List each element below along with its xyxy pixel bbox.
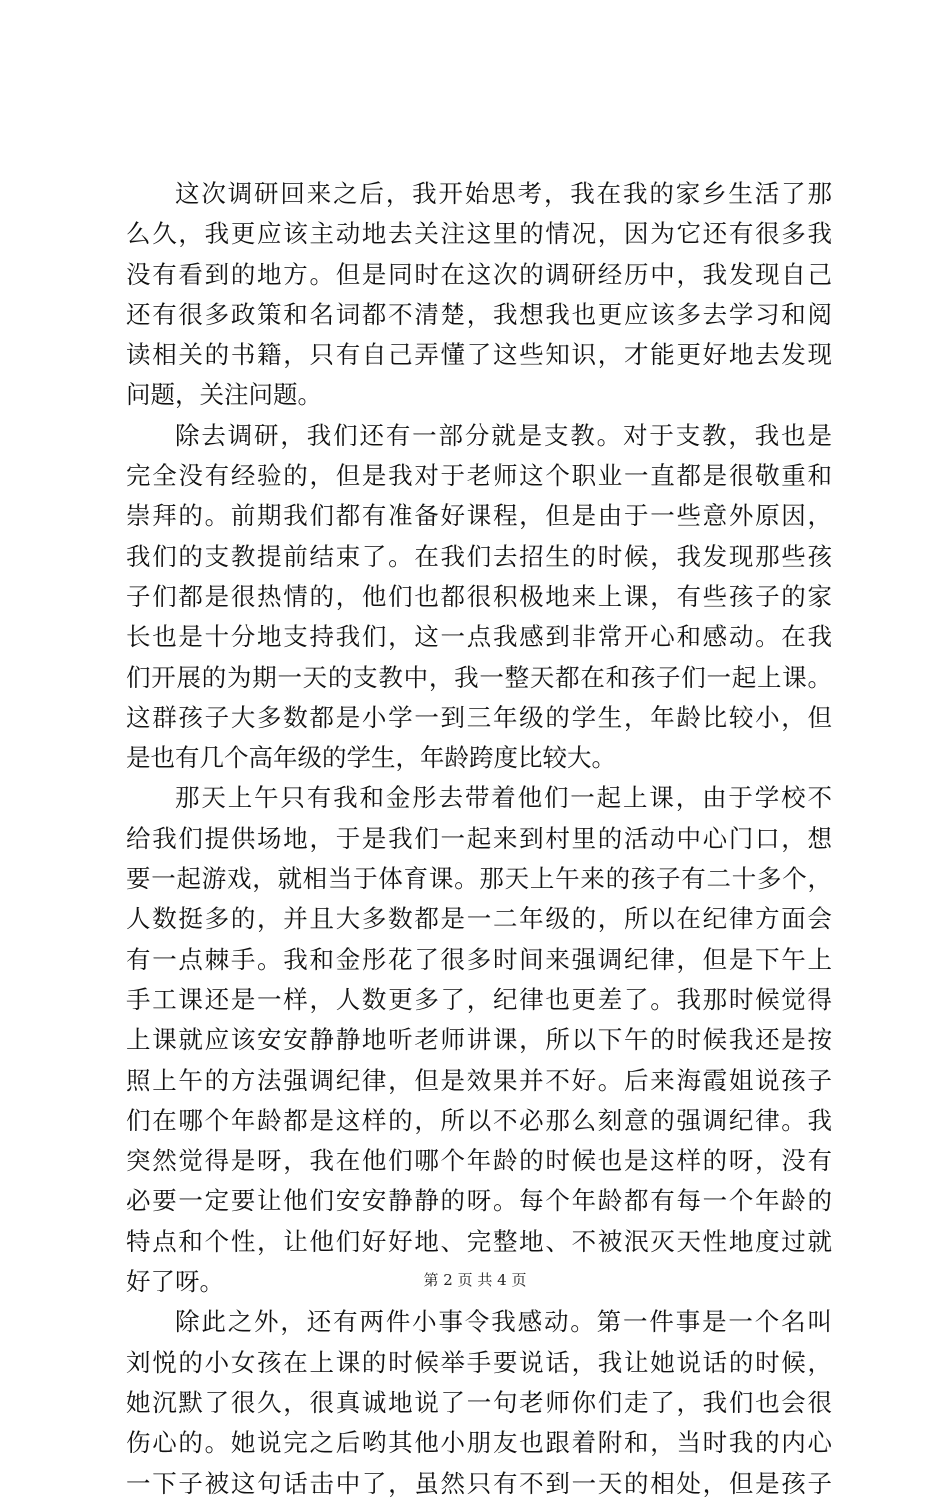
text-line: 这次调研回来之后，我开始思考，我在我的家乡生活了那 — [175, 179, 832, 208]
text-line: 给我们提供场地，于是我们一起来到村里的活动中心门口，想 — [126, 823, 832, 853]
text-line: 突然觉得是呀，我在他们哪个年龄的时候也是这样的呀，没有 — [126, 1146, 832, 1176]
text-line: 要一起游戏，就相当于体育课。那天上午来的孩子有二十多个， — [126, 864, 832, 894]
text-line: 特点和个性，让他们好好地、完整地、不被泯灭天性地度过就 — [126, 1226, 832, 1256]
text-line: 好了呀。 — [126, 1267, 224, 1297]
text-line: 刘悦的小女孩在上课的时候举手要说话，我让她说话的时候， — [126, 1347, 832, 1377]
text-line: 她沉默了很久，很真诚地说了一句老师你们走了，我们也会很 — [126, 1387, 832, 1417]
text-line: 么久，我更应该主动地去关注这里的情况，因为它还有很多我 — [126, 219, 832, 249]
text-line: 有一点棘手。我和金彤花了很多时间来强调纪律，但是下午上 — [126, 944, 832, 974]
text-line: 上课就应该安安静静地听老师讲课，所以下午的时候我还是按 — [126, 1025, 832, 1055]
text-line: 子们都是很热情的，他们也都很积极地来上课，有些孩子的家 — [126, 581, 832, 611]
page-footer: 第 2 页 共 4 页 — [423, 1271, 527, 1289]
text-line: 问题，关注问题。 — [126, 380, 322, 410]
text-line: 那天上午只有我和金彤去带着他们一起上课，由于学校不 — [175, 783, 832, 813]
text-line: 我们的支教提前结束了。在我们去招生的时候，我发现那些孩 — [126, 541, 832, 571]
text-line: 照上午的方法强调纪律，但是效果并不好。后来海霞姐说孩子 — [126, 1065, 832, 1095]
text-line: 还有很多政策和名词都不清楚，我想我也更应该多去学习和阅 — [126, 299, 832, 329]
text-line: 一下子被这句话击中了，虽然只有不到一天的相处，但是孩子 — [126, 1468, 832, 1498]
text-line: 是也有几个高年级的学生，年龄跨度比较大。 — [126, 743, 616, 773]
text-line: 们在哪个年龄都是这样的，所以不必那么刻意的强调纪律。我 — [126, 1105, 832, 1135]
document-body — [126, 174, 832, 1504]
text-line: 完全没有经验的，但是我对于老师这个职业一直都是很敬重和 — [126, 461, 832, 491]
text-line: 除去调研，我们还有一部分就是支教。对于支教，我也是 — [175, 420, 832, 450]
text-line: 手工课还是一样，人数更多了，纪律也更差了。我那时候觉得 — [126, 984, 832, 1014]
text-line: 长也是十分地支持我们，这一点我感到非常开心和感动。在我 — [126, 622, 832, 652]
text-line: 伤心的。她说完之后哟其他小朋友也跟着附和，当时我的内心 — [126, 1428, 832, 1458]
text-line: 读相关的书籍，只有自己弄懂了这些知识，才能更好地去发现 — [126, 340, 832, 370]
text-line: 人数挺多的，并且大多数都是一二年级的，所以在纪律方面会 — [126, 904, 832, 934]
text-line: 没有看到的地方。但是同时在这次的调研经历中，我发现自己 — [126, 259, 832, 289]
text-line: 必要一定要让他们安安静静的呀。每个年龄都有每一个年龄的 — [126, 1186, 832, 1216]
text-line: 崇拜的。前期我们都有准备好课程，但是由于一些意外原因， — [126, 501, 832, 531]
text-line: 除此之外，还有两件小事令我感动。第一件事是一个名叫 — [175, 1307, 832, 1337]
text-line: 们开展的为期一天的支教中，我一整天都在和孩子们一起上课。 — [126, 662, 832, 692]
text-line: 这群孩子大多数都是小学一到三年级的学生，年龄比较小，但 — [126, 702, 832, 732]
